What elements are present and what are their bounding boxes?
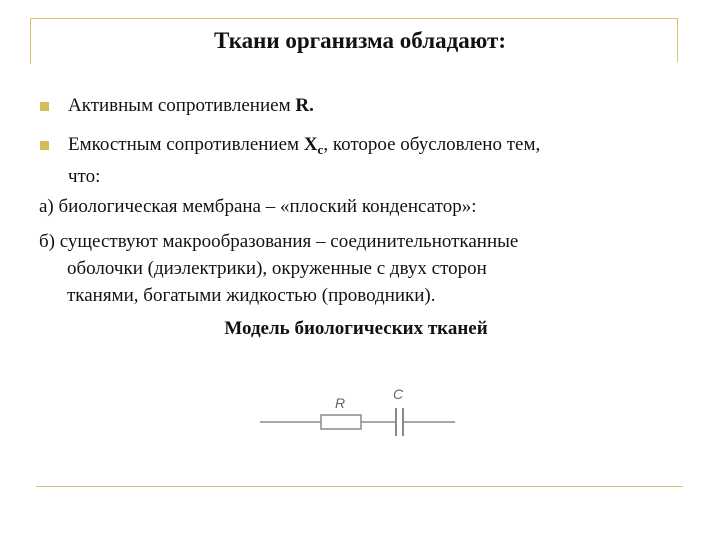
- frame-bottom-line: [36, 486, 683, 487]
- bullet-subscript: c: [317, 142, 324, 157]
- bullet-continuation: что:: [68, 166, 101, 187]
- resistor-symbol: [321, 415, 361, 429]
- item-b-line-2: оболочки (диэлектрики), окруженные с двух сторон: [67, 258, 487, 279]
- frame-top-line: [30, 18, 678, 19]
- model-title: Модель биологических тканей: [224, 318, 488, 339]
- square-bullet-icon: [40, 141, 49, 150]
- item-a: а) биологическая мембрана – «плоский конденсатор»:: [39, 196, 477, 217]
- item-b-line-3: тканями, богатыми жидкостью (проводники).: [67, 285, 436, 306]
- capacitor-label: C: [393, 386, 404, 402]
- bullet-text-before: Активным сопротивлением: [68, 95, 296, 116]
- bullet-text: [68, 131, 698, 190]
- item-b: [39, 228, 679, 309]
- bullet-text: [68, 92, 698, 119]
- bullet-text-before: Емкостным сопротивлением: [68, 134, 304, 155]
- bullet-bold-term: X: [303, 134, 318, 155]
- square-bullet-icon: [40, 102, 49, 111]
- item-b-line-1: б) существуют макрообразования – соединительнотканные: [39, 231, 519, 252]
- slide-title: Ткани организма обладают:: [213, 28, 507, 53]
- rc-circuit-diagram: [255, 380, 465, 450]
- bullet-bold-term: R.: [295, 95, 314, 116]
- bullet-text-after: , которое обусловлено тем,: [323, 134, 541, 155]
- resistor-label: R: [335, 395, 346, 411]
